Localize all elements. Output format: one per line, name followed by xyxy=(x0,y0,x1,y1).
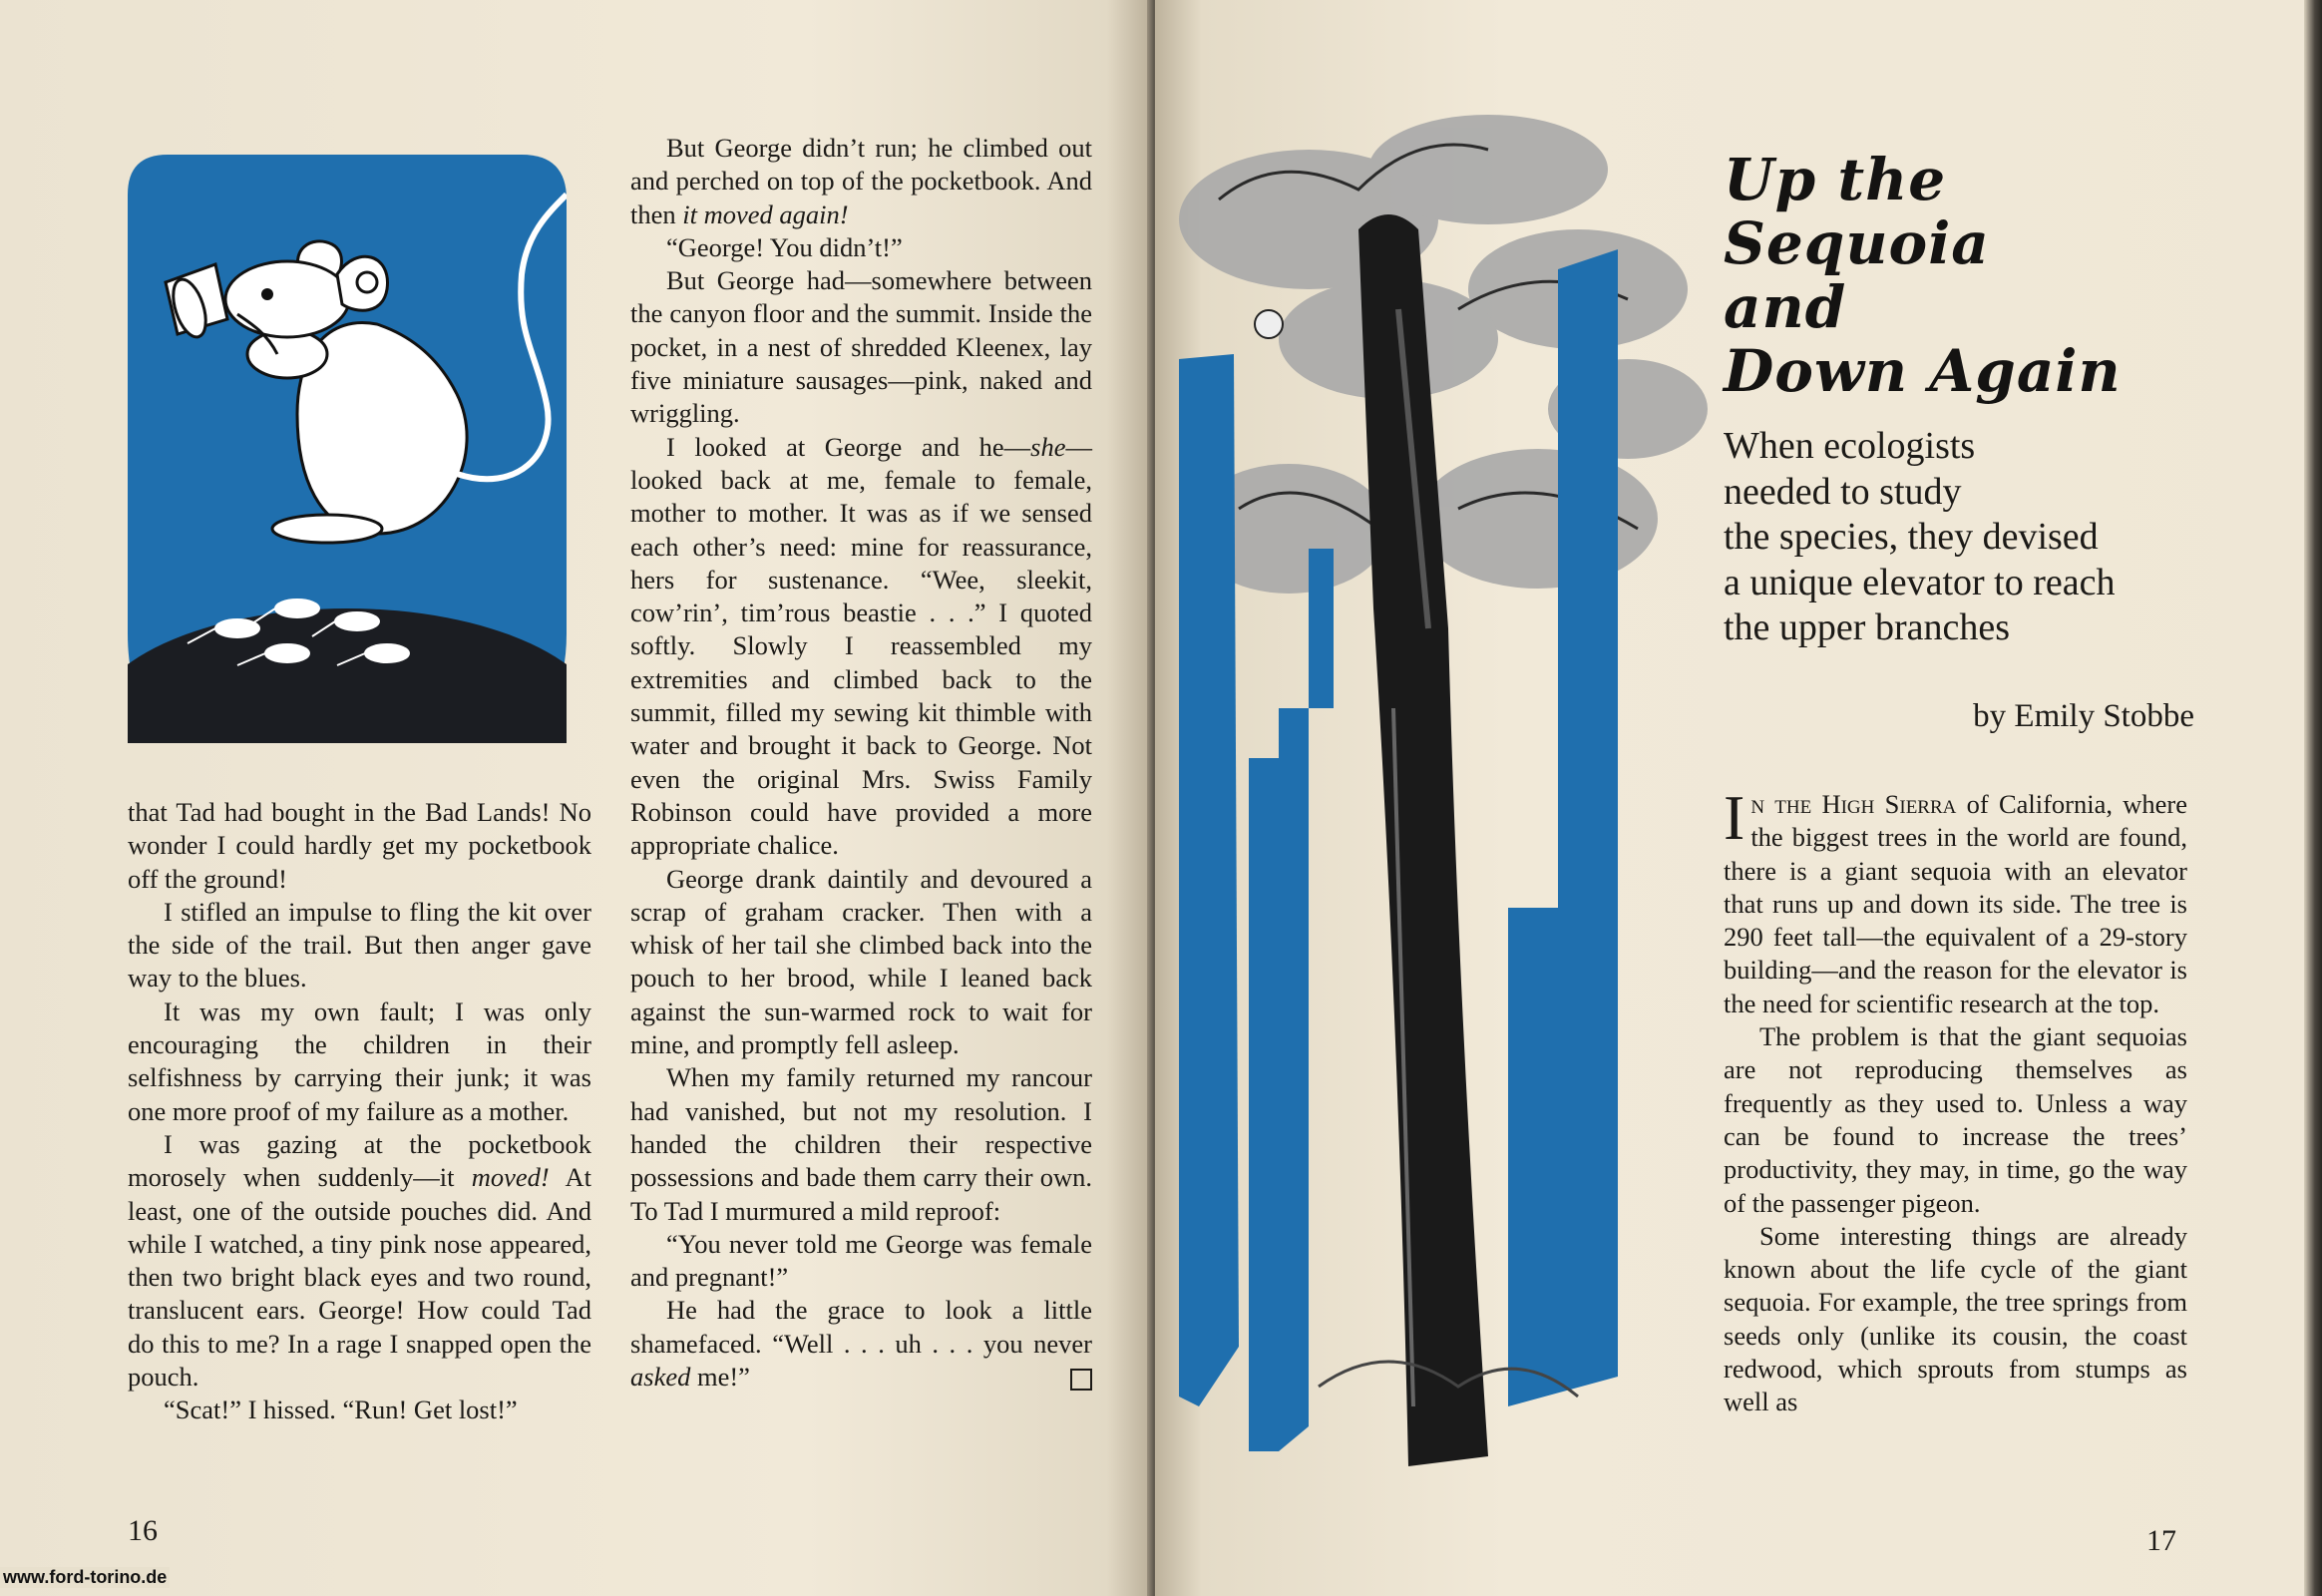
left-page xyxy=(0,0,1153,1596)
subtitle-line: a unique elevator to reach xyxy=(1724,561,2116,603)
page-number: 16 xyxy=(128,1514,158,1547)
title-line: and xyxy=(1724,273,1847,341)
text-run: At least, one of the outside pouches did. And while I watched, a tiny pink nose appeared, then two bright black eyes and two round, translucent ears. George! How could Tad do this to me? In a rage I snapped open the pouch. xyxy=(128,1162,591,1393)
end-mark-icon xyxy=(1070,1369,1092,1391)
subtitle-line: needed to study xyxy=(1724,470,1962,513)
paragraph: The problem is that the giant sequoias are not reproducing themselves as frequently as they used to. Unless a way can be found to increase the trees’ productivity, they may, in time, go the way of the passenger pigeon. xyxy=(1724,1021,2187,1218)
title-line: Down Again xyxy=(1724,337,2122,405)
paragraph: I stifled an impulse to fling the kit over the side of the trail. But then anger gave way to the blues. xyxy=(128,896,591,994)
text-run: But George didn’t run; he climbed out and perched on top of the pocketbook. And then xyxy=(630,133,1092,229)
subtitle-line: the species, they devised xyxy=(1724,516,2099,558)
paragraph xyxy=(630,431,1092,863)
paragraph: that Tad had bought in the Bad Lands! No wonder I could hardly get my pocketbook off the ground! xyxy=(128,797,591,894)
emphasis: moved! xyxy=(471,1162,550,1193)
byline: by Emily Stobbe xyxy=(1973,698,2194,734)
paragraph xyxy=(1724,782,2187,1020)
sequoia-illustration xyxy=(1159,110,1718,1546)
watermark: www.ford-torino.de xyxy=(0,1567,170,1588)
paragraph: George drank daintily and devoured a scrap of graham cracker. Then with a whisk of her tail she climbed back into the pouch to her brood, while I leaned back against the sun-warmed rock to wait for mine, and promptly fell asleep. xyxy=(630,863,1092,1060)
title-line: Up the xyxy=(1724,146,1947,213)
left-column-1 xyxy=(128,796,591,1427)
paragraph: Some interesting things are already known about the life cycle of the giant sequoia. For example, the tree springs from seeds only (unlike its cousin, the coast redwood, which sprouts from stumps as well as xyxy=(1724,1220,2187,1417)
mouse-illustration xyxy=(128,155,567,743)
text-run: He had the grace to look a little shamefaced. “Well . . . uh . . . you never xyxy=(630,1295,1092,1359)
text-run: —looked back at me, female to female, mother to mother. It was as if we sensed each other’s need: mine for reassurance, hers for sustenance. “Wee, sleekit, cow’rin’, tim’rous beastie . . .” I quoted softly. Slowly I reassembled my extremities and climbed back to the summit, filled my sewing kit thimble with water and brought it back to George. Not even the original Mrs. Swiss Family Robinson could have provided a more appropriate chalice. xyxy=(630,431,1092,861)
text-run: I looked at George and he— xyxy=(666,431,1031,462)
paragraph: But George had—somewhere between the canyon floor and the summit. Inside the pocket, in a nest of shredded Kleenex, lay five miniature sausages—pink, naked and wriggling. xyxy=(630,265,1092,429)
emphasis: it moved again! xyxy=(682,199,849,229)
paragraph xyxy=(630,132,1092,231)
paragraph: “George! You didn’t!” xyxy=(666,231,903,262)
text-run: I was gazing at the pocketbook morosely when suddenly—it xyxy=(128,1128,591,1193)
emphasis: asked xyxy=(630,1361,691,1392)
lead-in: n the High Sierra xyxy=(1750,789,1957,819)
title-line: Sequoia xyxy=(1724,209,1990,277)
left-column-2 xyxy=(630,132,1092,1394)
article-subtitle xyxy=(1724,424,2162,651)
right-column xyxy=(1724,782,2187,1419)
page-number: 17 xyxy=(2146,1524,2176,1557)
paragraph: “Scat!” I hissed. “Run! Get lost!” xyxy=(164,1395,518,1425)
text-run: of California, where the biggest trees in the world are found, there is a giant sequoia with an elevator that runs up and down its side. The tree is 290 feet tall—the equivalent of a 29-story building—and the reason for the elevator is the need for scientific research at the top. xyxy=(1724,789,2187,1018)
text-run: me!” xyxy=(690,1361,750,1392)
page-edge xyxy=(2304,0,2322,1596)
paragraph: “You never told me George was female and pregnant!” xyxy=(630,1228,1092,1293)
paragraph xyxy=(128,1128,591,1394)
drop-cap: I xyxy=(1724,782,1745,853)
article-title xyxy=(1724,148,2142,403)
paragraph: It was my own fault; I was only encouraging the children in their selfishness by carrying their junk; it was one more proof of my failure as a mother. xyxy=(128,996,591,1126)
subtitle-line: When ecologists xyxy=(1724,425,1976,467)
subtitle-line: the upper branches xyxy=(1724,606,2010,648)
paragraph xyxy=(630,1294,1092,1394)
emphasis: she xyxy=(1030,431,1066,462)
paragraph: When my family returned my rancour had vanished, but not my resolution. I handed the children their respective possessions and bade them carry their own. To Tad I murmured a mild reproof: xyxy=(630,1062,1092,1226)
